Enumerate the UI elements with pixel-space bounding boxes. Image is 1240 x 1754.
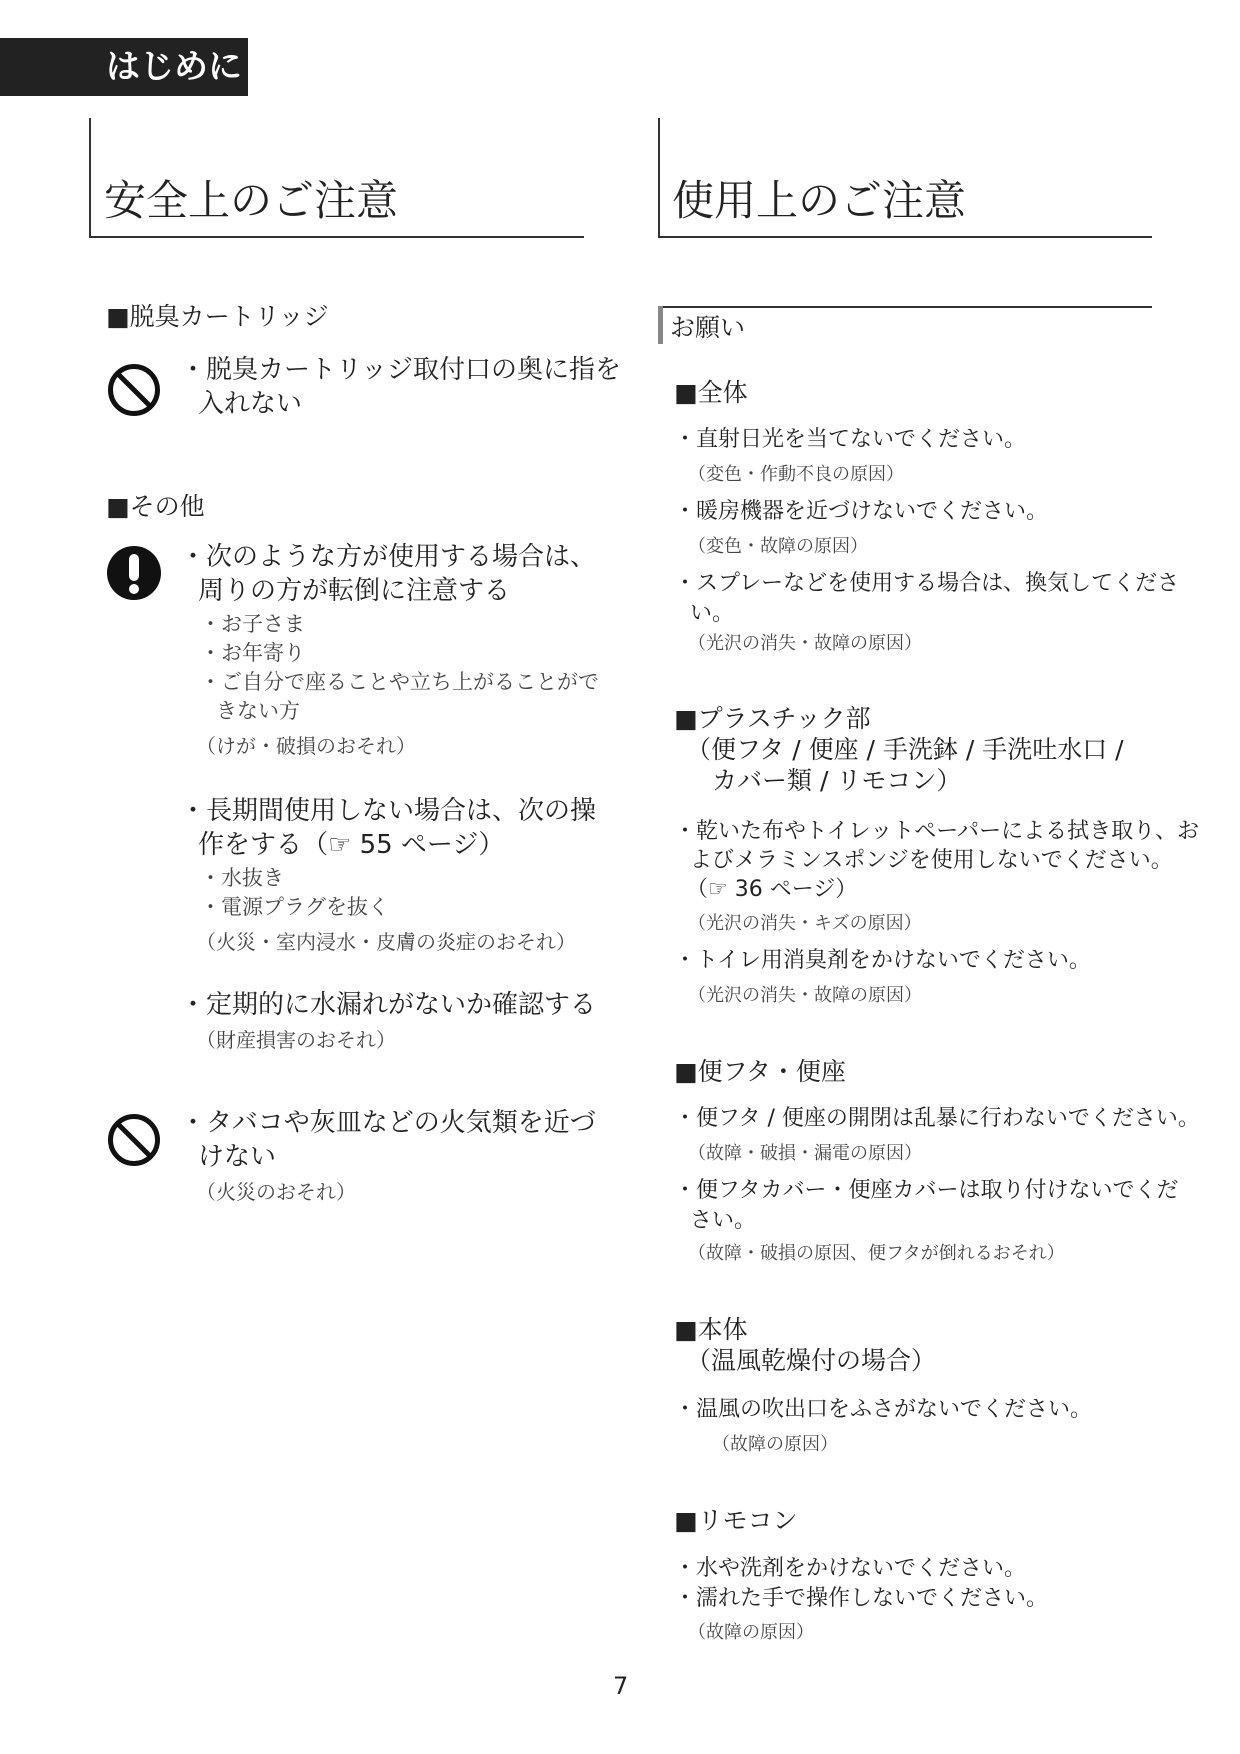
plastic-note1: （光沢の消失・キズの原因） [688, 913, 922, 934]
chapter-tag: はじめに [0, 38, 248, 96]
remote-item2: ・濡れた手で操作しないでください。 [674, 1586, 1049, 1611]
lid-item1: ・便フタ / 便座の開閉は乱暴に行わないでください。 [674, 1106, 1200, 1131]
section-heading-main-body: ■本体 [674, 1315, 748, 1344]
section-heading-deodorizer: ■脱臭カートリッジ [106, 302, 329, 331]
remote-item1: ・水や洗剤をかけないでください。 [674, 1556, 1027, 1581]
fire-warning-line2: けない [198, 1142, 277, 1172]
section-heading-plastic-line2: （便フタ / 便座 / 手洗鉢 / 手洗吐水口 / [686, 735, 1124, 764]
plastic-item1a: ・乾いた布やトイレットペーパーによる拭き取り、お [674, 819, 1200, 844]
lid-item2a: ・便フタカバー・便座カバーは取り付けないでくだ [674, 1178, 1179, 1203]
long-unused-note: （火災・室内浸水・皮膚の炎症のおそれ） [196, 930, 576, 954]
section-heading-general: ■全体 [674, 378, 748, 407]
long-unused-sub1: ・水抜き [200, 866, 284, 890]
section-heading-other: ■その他 [106, 492, 205, 521]
fall-caution-sub2: ・お年寄り [200, 641, 305, 665]
leak-check-note: （財産損害のおそれ） [196, 1028, 396, 1052]
long-unused-line2: 作をする（☞ 55 ページ） [198, 830, 505, 860]
onegai-marker [658, 306, 663, 344]
right-title: 使用上のご注意 [672, 176, 967, 225]
general-item1: ・直射日光を当てないでください。 [674, 427, 1027, 452]
right-title-underline [658, 236, 1152, 238]
general-note2: （変色・故障の原因） [688, 536, 868, 557]
general-note1: （変色・作動不良の原因） [688, 464, 904, 485]
fall-caution-note: （けが・破損のおそれ） [196, 734, 416, 758]
plastic-note2: （光沢の消失・故障の原因） [688, 985, 922, 1006]
fall-caution-sub1: ・お子さま [200, 612, 305, 636]
section-heading-plastic: ■プラスチック部 [674, 704, 871, 733]
fall-caution-line1: ・次のような方が使用する場合は、 [180, 542, 597, 572]
right-title-vline [658, 118, 660, 238]
section-heading-plastic-line3: カバー類 / リモコン） [712, 766, 962, 795]
fall-caution-sub3: ・ご自分で座ることや立ち上がることがで [200, 670, 599, 694]
general-note3: （光沢の消失・故障の原因） [688, 633, 922, 654]
plastic-item2: ・トイレ用消臭剤をかけないでください。 [674, 948, 1091, 973]
general-item2: ・暖房機器を近づけないでください。 [674, 499, 1049, 524]
leak-check-line1: ・定期的に水漏れがないか確認する [180, 990, 597, 1020]
deodorizer-warning-line1: ・脱臭カートリッジ取付口の奥に指を [180, 355, 621, 385]
left-title-underline [89, 236, 584, 238]
onegai-heading: お願い [670, 313, 746, 342]
fall-caution-sub3b: きない方 [216, 699, 300, 723]
prohibition-icon [106, 1112, 162, 1168]
onegai-top-rule [658, 306, 1152, 308]
prohibition-icon [106, 362, 162, 418]
mandatory-exclamation-icon [106, 545, 162, 601]
general-item3b: い。 [690, 601, 735, 626]
lid-note2: （故障・破損の原因、便フタが倒れるおそれ） [688, 1243, 1065, 1264]
general-item3a: ・スプレーなどを使用する場合は、換気してくださ [674, 571, 1180, 596]
plastic-item1c: （☞ 36 ページ） [686, 877, 858, 902]
left-title: 安全上のご注意 [104, 176, 399, 225]
section-heading-remote: ■リモコン [674, 1506, 798, 1535]
deodorizer-warning-line2: 入れない [198, 389, 303, 419]
body-note1: （故障の原因） [712, 1434, 838, 1455]
fire-warning-line1: ・タバコや灰皿などの火気類を近づ [180, 1108, 596, 1138]
fire-warning-note: （火災のおそれ） [196, 1180, 356, 1204]
body-item1: ・温風の吹出口をふさがないでください。 [674, 1397, 1093, 1422]
lid-note1: （故障・破損・漏電の原因） [688, 1143, 922, 1164]
plastic-item1b: よびメラミンスポンジを使用しないでください。 [690, 848, 1173, 873]
lid-item2b: さい。 [690, 1208, 757, 1233]
long-unused-line1: ・長期間使用しない場合は、次の操 [180, 796, 597, 826]
remote-note1: （故障の原因） [688, 1622, 814, 1643]
section-heading-lid-seat: ■便フタ・便座 [674, 1057, 846, 1086]
long-unused-sub2: ・電源プラグを抜く [200, 895, 389, 919]
left-title-vline [89, 118, 91, 238]
page-number: 7 [613, 1672, 629, 1700]
section-heading-main-body-line2: （温風乾燥付の場合） [686, 1346, 937, 1375]
fall-caution-line2: 周りの方が転倒に注意する [198, 576, 511, 606]
